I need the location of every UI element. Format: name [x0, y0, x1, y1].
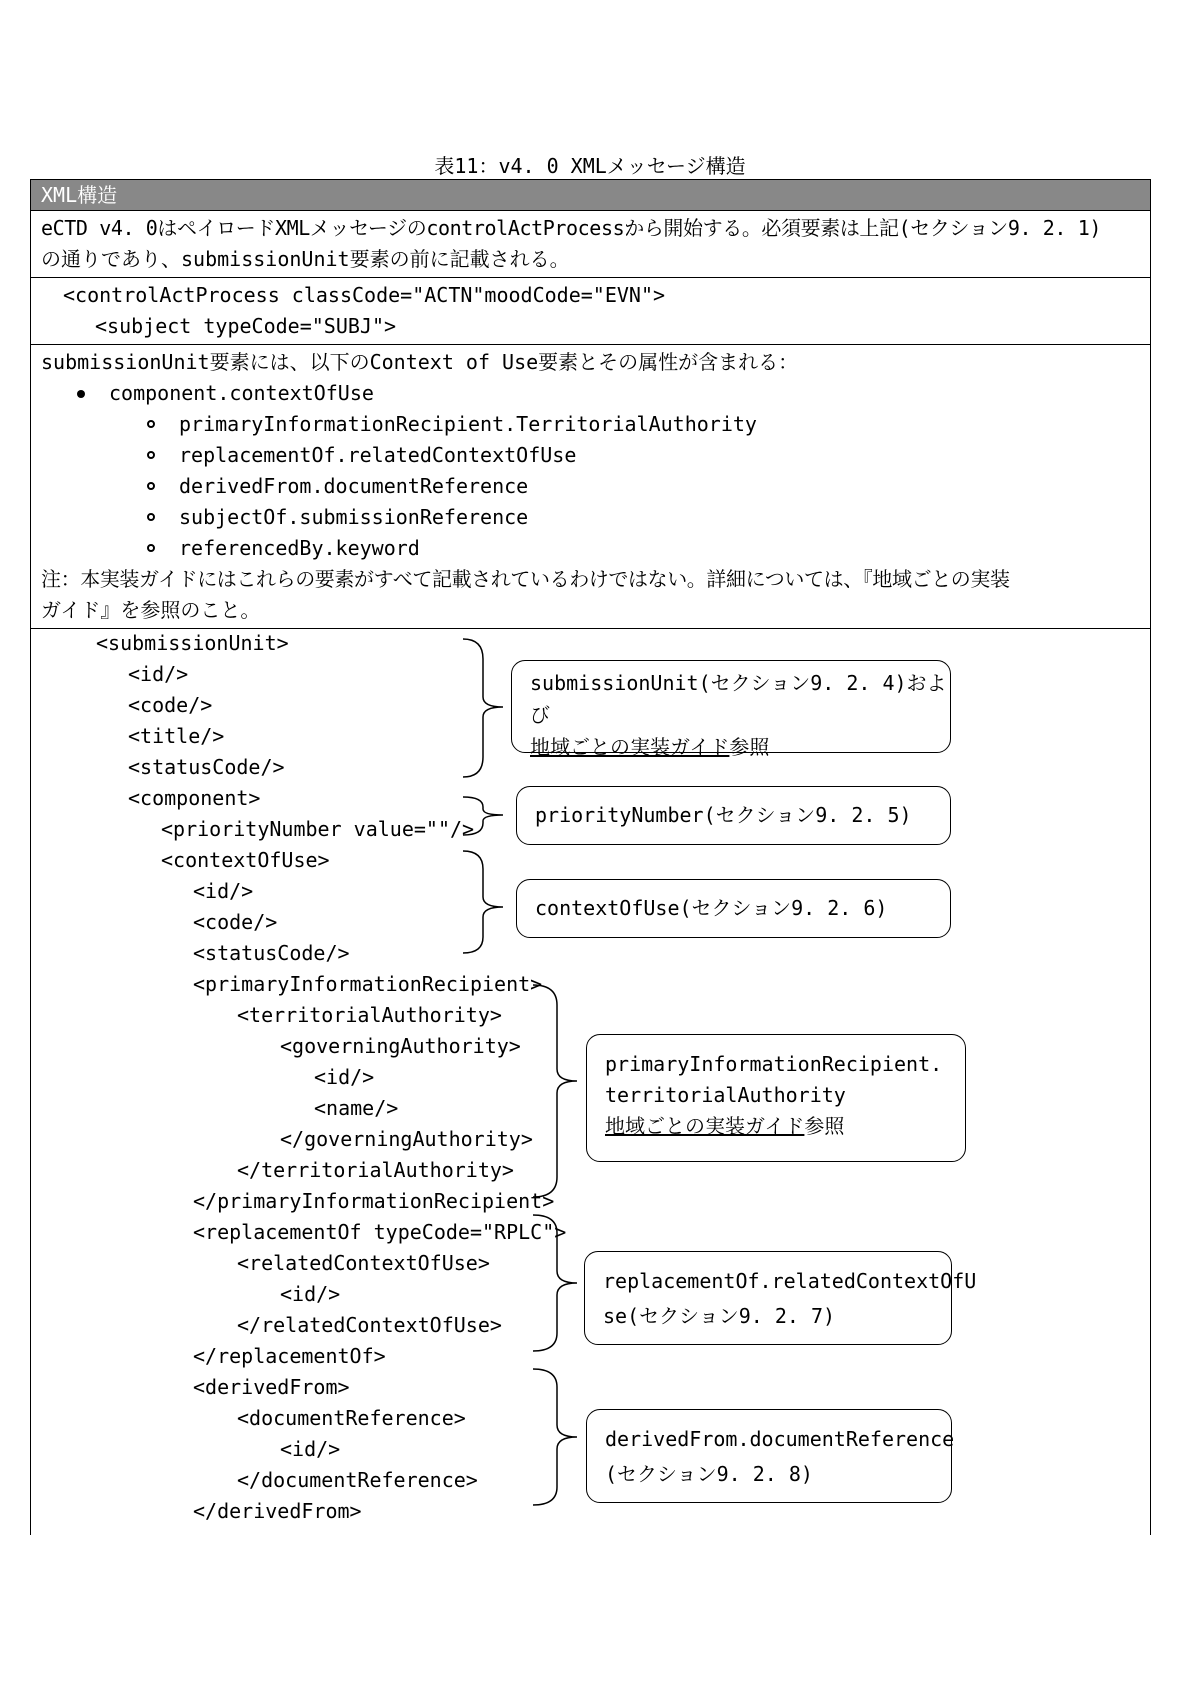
code-line: </replacementOf> [193, 1344, 386, 1368]
code-line: <id/> [280, 1437, 341, 1461]
code-line: <derivedFrom> [193, 1375, 350, 1399]
circle-bullet [147, 544, 155, 552]
bullet-item [41, 378, 1140, 409]
sub-item [41, 471, 1140, 502]
box-text: priorityNumber(セクション9. 2. 5) [535, 803, 912, 827]
annotation-box-submission-unit [511, 660, 951, 759]
circle-bullet [147, 420, 155, 428]
brace-priority-number [463, 797, 503, 835]
code-line: <component> [128, 786, 261, 810]
brace-derived-from [533, 1369, 577, 1505]
code-line: </relatedContextOfUse> [237, 1313, 502, 1337]
code-line: <code/> [193, 910, 278, 934]
brace-primary-info [533, 985, 577, 1197]
sub-item [41, 409, 1140, 440]
code-line: <territorialAuthority> [237, 1003, 502, 1027]
code-line: <id/> [128, 662, 189, 686]
annotation-box-priority-number [516, 786, 951, 845]
box-text: replacementOf.relatedContextOfU [603, 1269, 977, 1293]
sub-item-label: derivedFrom.documentReference [179, 474, 529, 498]
header-code-row [31, 278, 1150, 345]
bullet-dot [77, 390, 85, 398]
box-text [530, 731, 950, 763]
box-text: (セクション9. 2. 8) [605, 1462, 813, 1486]
note-line-1: 注：本実装ガイドにはこれらの要素がすべて記載されているわけではない。詳細については、『地域ごとの実装 [41, 567, 1010, 591]
box-text-tail: 参照 [804, 1114, 845, 1138]
bullet-label: component.contextOfUse [109, 381, 374, 405]
code-line: <title/> [128, 724, 225, 748]
circle-bullet [147, 482, 155, 490]
box-text [605, 1111, 965, 1142]
sub-item [41, 533, 1140, 564]
regional-guide-link-text: 地域ごとの実装ガイド [605, 1114, 805, 1138]
annotation-box-context-of-use [516, 879, 951, 938]
box-text: contextOfUse(セクション9. 2. 6) [535, 896, 888, 920]
code-line: </derivedFrom> [193, 1499, 362, 1523]
code-line: <priorityNumber value=""/> [161, 817, 475, 841]
intro-line-2: の通りであり、submissionUnit要素の前に記載される。 [41, 247, 570, 271]
sub-item-label: primaryInformationRecipient.TerritorialAuthority [179, 412, 757, 436]
code-line: <statusCode/> [193, 941, 350, 965]
code-line: </documentReference> [237, 1468, 478, 1492]
box-text: territorialAuthority [605, 1083, 846, 1107]
regional-guide-link-text: 地域ごとの実装ガイド [530, 735, 730, 759]
circle-bullet [147, 513, 155, 521]
sub-item [41, 440, 1140, 471]
xml-code-area [31, 629, 1150, 1535]
code-line: <submissionUnit> [96, 631, 289, 655]
xml-structure-table [30, 179, 1151, 1535]
sub-item-label: subjectOf.submissionReference [179, 505, 529, 529]
sub-item [41, 502, 1140, 533]
annotation-box-derived-from [586, 1409, 955, 1503]
code-line: <relatedContextOfUse> [237, 1251, 490, 1275]
code-line: <documentReference> [237, 1406, 466, 1430]
intro-row [31, 211, 1150, 278]
code-line: </governingAuthority> [280, 1127, 533, 1151]
code-line: <primaryInformationRecipient> [193, 972, 543, 996]
code-line: <governingAuthority> [280, 1034, 521, 1058]
code-line: </primaryInformationRecipient> [193, 1189, 555, 1213]
sub-item-label: referencedBy.keyword [179, 536, 420, 560]
annotation-box-replacement-of [584, 1251, 977, 1345]
code-line: <id/> [314, 1065, 375, 1089]
box-text: derivedFrom.documentReference [605, 1427, 955, 1451]
box-text: se(セクション9. 2. 7) [603, 1304, 836, 1328]
table-caption: 表11：v4. 0 XMLメッセージ構造 [434, 154, 746, 178]
code-line: <id/> [193, 879, 254, 903]
note-line-2: ガイド』を参照のこと。 [41, 598, 261, 622]
context-intro: submissionUnit要素には、以下のContext of Use要素とその属性が含まれる： [41, 350, 799, 374]
box-text: primaryInformationRecipient. [605, 1052, 943, 1076]
code-line: <statusCode/> [128, 755, 285, 779]
brace-context-of-use [463, 851, 503, 953]
code-line: <name/> [314, 1096, 399, 1120]
circle-bullet [147, 451, 155, 459]
code-line: <id/> [280, 1282, 341, 1306]
control-act-process-line: <controlActProcess classCode="ACTN"moodCode="EVN"> [63, 283, 666, 307]
context-row [31, 345, 1150, 629]
code-line: <contextOfUse> [161, 848, 330, 872]
sub-item-label: replacementOf.relatedContextOfUse [179, 443, 577, 467]
code-line: </territorialAuthority> [237, 1158, 514, 1182]
brace-submission-unit [463, 639, 503, 777]
intro-line-1: eCTD v4. 0はペイロードXMLメッセージのcontrolActProcessから開始する。必須要素は上記(セクション9. 2. 1) [41, 216, 1101, 240]
annotation-box-primary-info [586, 1034, 966, 1162]
brace-replacement-of [533, 1215, 577, 1351]
box-text: submissionUnit(セクション9. 2. 4)および [530, 671, 947, 727]
subject-line: <subject typeCode="SUBJ"> [95, 314, 397, 338]
code-line: <replacementOf typeCode="RPLC"> [193, 1220, 567, 1244]
table-header: XML構造 [31, 180, 1150, 211]
box-text-tail: 参照 [729, 735, 770, 759]
code-line: <code/> [128, 693, 213, 717]
